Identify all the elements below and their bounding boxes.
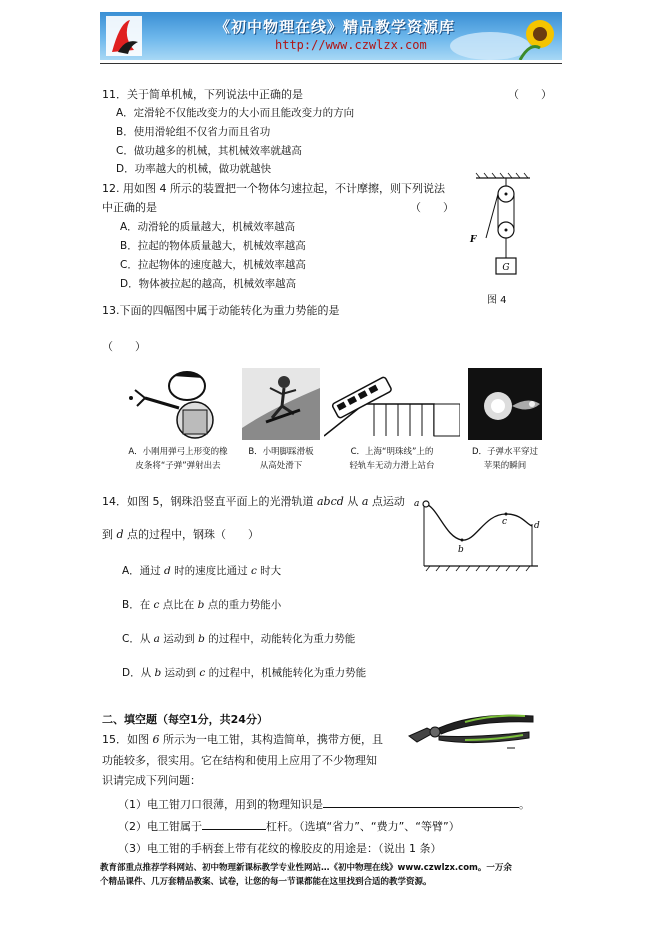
figure-4-caption: 图 4 [487, 295, 507, 306]
figure-4-force-label: F [470, 235, 477, 245]
q14-option-d: D．从 b 运动到 c 的过程中，机械能转化为重力势能 [122, 667, 367, 679]
steel-ball-icon [423, 501, 429, 507]
figure-4-pulley [468, 172, 538, 282]
figure-5-label-b: b [458, 545, 464, 555]
q15-sub1-blank[interactable] [323, 797, 519, 808]
figure-5-label-c: c [502, 517, 508, 527]
banner-url[interactable]: http://www.czwlzx.com [275, 38, 427, 52]
q14-option-b: B．在 c 点比在 b 点的重力势能小 [122, 599, 282, 611]
q14-stem-line2: 到 d 点的过程中，钢珠（ ） [102, 528, 260, 541]
figure-6-pliers [405, 706, 537, 752]
q15-sub2-blank[interactable] [202, 819, 266, 830]
q11-option-a: A．定滑轮不仅能改变力的大小而且能改变力的方向 [116, 107, 355, 119]
q13-stem: 13.下面的四幅图中属于动能转化为重力势能的是 [102, 304, 340, 317]
q12-option-a: A．动滑轮的质量越大，机械效率越高 [120, 221, 296, 233]
q13-image-a-slingshot [125, 368, 231, 440]
q13-caption-c: C．上海“明珠线”上的 轻轨车无动力滑上站台 [349, 447, 435, 471]
q12-option-c: C．拉起物体的速度越大，机械效率越高 [120, 259, 306, 271]
q11-option-d: D．功率越大的机械，做功就越快 [116, 163, 272, 175]
q11-option-c: C．做功越多的机械，其机械效率就越高 [116, 145, 302, 157]
q12-option-b: B．拉起的物体质量越大，机械效率越高 [120, 240, 306, 252]
q12-answer-bracket: （ ） [410, 201, 454, 214]
section-2-title: 二、填空题（每空1分，共24分） [102, 713, 268, 726]
q15-sub2: （2）电工钳属于 杠杆。（选填“省力”、“费力”、“等臂”） [118, 820, 460, 833]
q14-stem-line1: 14．如图 5，钢珠沿竖直平面上的光滑轨道 abcd 从 a 点运动 [102, 495, 405, 508]
q15-stem-line1: 15．如图 6 所示为一电工钳，其构造简单，携带方便，且 [102, 733, 383, 746]
header-banner [100, 12, 562, 60]
banner-title: 《初中物理在线》精品教学资源库 [215, 18, 456, 36]
q13-answer-bracket: （ ） [102, 340, 146, 353]
q15-stem-line3: 识请完成下列问题： [102, 774, 201, 787]
footer-line-2: 个精品课件、几万套精品教案、试卷，让您的每一节课都能在这里找到合适的教学资源。 [100, 877, 432, 887]
q11-option-b: B．使用滑轮组不仅省力而且省功 [116, 126, 271, 138]
q13-caption-b: B．小明脚踩滑板 从高处滑下 [248, 447, 314, 471]
q15-sub3: （3）电工钳的手柄套上带有花纹的橡胶皮的用途是：（说出 1 条） [118, 842, 442, 855]
q11-stem: 11．关于简单机械，下列说法中正确的是 [102, 88, 303, 101]
q14-option-c: C．从 a 运动到 b 的过程中，动能转化为重力势能 [122, 633, 356, 645]
q13-caption-a: A．小刚用弹弓上形变的橡 皮条将“子弹”弹射出去 [128, 447, 228, 471]
figure-5-label-d: d [534, 521, 540, 531]
q11-answer-bracket: （ ） [508, 88, 552, 101]
header-divider [100, 63, 562, 64]
figure-5-track [410, 494, 542, 574]
q12-stem-line1: 12. 用如图 4 所示的装置把一个物体匀速拉起，不计摩擦，则下列说法 [102, 182, 445, 195]
q13-caption-d: D．子弹水平穿过 苹果的瞬间 [471, 447, 539, 471]
q13-image-d-bullet [468, 368, 542, 440]
q12-stem-line2: 中正确的是 [102, 201, 157, 214]
q14-option-a: A．通过 d 时的速度比通过 c 时大 [122, 565, 282, 577]
figure-4-weight-label: G [502, 263, 510, 273]
figure-5-label-a: a [414, 499, 420, 509]
q13-image-c-train [324, 368, 460, 440]
q15-stem-line2: 功能较多，很实用。它在结构和使用上应用了不少物理知 [102, 754, 377, 767]
q13-image-b-skateboard [242, 368, 320, 440]
q12-option-d: D．物体被拉起的越高，机械效率越高 [120, 278, 297, 290]
q15-sub1: （1）电工钳刀口很薄，用到的物理知识是 。 [118, 798, 530, 811]
footer-line-1: 教育部重点推荐学科网站、初中物理新课标教学专业性网站…《初中物理在线》www.czwlzx.com。一万余 [100, 863, 512, 873]
